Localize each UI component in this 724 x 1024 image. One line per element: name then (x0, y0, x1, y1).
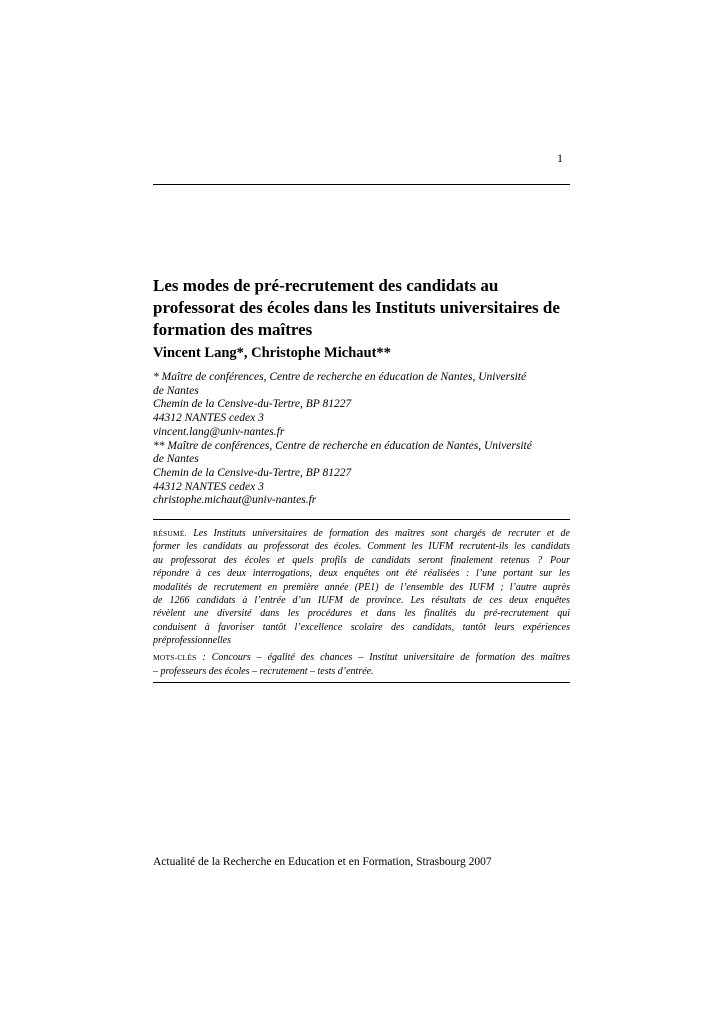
abstract-line: au professorat des écoles et quels profils de candidats seront finalement retenus ? Pour (153, 554, 570, 566)
abstract-line: modalités de recrutement en première année (PE1) de l’ensemble des IUFM ; l’autre auprès (153, 581, 570, 593)
keywords-line (153, 651, 570, 665)
email-link: christophe.michaut@univ-nantes.fr (153, 494, 317, 507)
page-number: 1 (557, 151, 563, 165)
abstract-line: répondre à ces deux interrogations, deux enquêtes ont été réalisées : l’une portant sur les (153, 568, 570, 580)
keywords (153, 651, 570, 679)
abstract-line: révèlent une diversité dans les procédures et dans les finalités du pré-recrutement qui (153, 608, 570, 620)
affiliation-line: * Maître de conférences, Centre de recherche en éducation de Nantes, Université (153, 371, 527, 383)
title-line: formation des maîtres (153, 320, 313, 339)
affiliation-line: de Nantes (153, 384, 199, 397)
header-rule (153, 184, 570, 185)
email-link: vincent.lang@univ-nantes.fr (153, 425, 285, 438)
abstract-line: préprofessionnelles (153, 635, 231, 647)
keywords-line: – professeurs des écoles – recrutement – tests d’entrée. (153, 666, 374, 677)
abstract-line (153, 527, 570, 540)
abstract-text: Les Instituts universitaires de formation des maîtres sont chargés de recruter et de (193, 528, 570, 539)
affiliation-line: 44312 NANTES cedex 3 (153, 412, 264, 425)
affiliations (153, 371, 573, 508)
abstract-line: conduisent à favoriser tantôt l’excellence scolaire des candidats, tantôt leurs expériences (153, 621, 570, 633)
title-line: professorat des écoles dans les Instituts universitaires de (153, 298, 560, 317)
abstract-line: de 1266 candidats à l’entrée d’un IUFM de province. Les résultats de ces deux enquêtes (153, 594, 570, 606)
paper-title (153, 275, 573, 341)
footer-citation: Actualité de la Recherche en Education et en Formation, Strasbourg 2007 (153, 856, 492, 868)
affiliation-line: de Nantes (153, 453, 199, 466)
abstract-line: former les candidats au professorat des écoles. Comment les IUFM recrutent-ils les candidats (153, 541, 570, 553)
affiliation-line: Chemin de la Censive-du-Tertre, BP 81227 (153, 398, 352, 411)
abstract-bottom-rule (153, 682, 570, 683)
title-line: Les modes de pré-recrutement des candidats au (153, 276, 499, 295)
affiliation-line: 44312 NANTES cedex 3 (153, 480, 264, 493)
abstract-top-rule (153, 519, 570, 520)
keywords-label: MOTS-CLÉS (153, 653, 197, 662)
abstract-label: RÉSUMÉ. (153, 529, 187, 538)
affiliation-line: Chemin de la Censive-du-Tertre, BP 81227 (153, 466, 352, 479)
keywords-text: : Concours – égalité des chances – Institut universitaire de formation des maîtres (196, 652, 570, 663)
affiliation-line: ** Maître de conférences, Centre de recherche en éducation de Nantes, Université (153, 439, 532, 452)
authors: Vincent Lang*, Christophe Michaut** (153, 345, 391, 361)
abstract (153, 527, 570, 648)
